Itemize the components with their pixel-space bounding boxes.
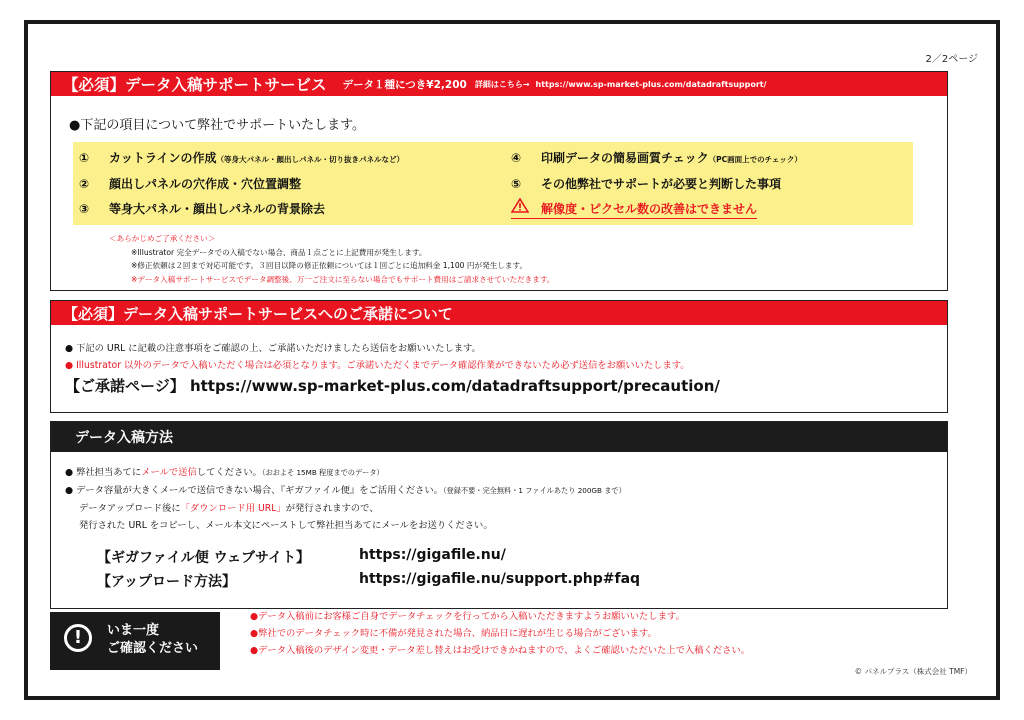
note-line: ※修正依頼は２回まで対応可能です。３回目以降の修正依頼については１回ごとに追加料金 1,100 円が発生します。 [131,261,528,270]
upload-method-label: 【アップロード方法】 [97,574,237,590]
copyright: © パネルプラス（株式会社 TMF） [854,667,972,676]
support-service-price: データ１種につき¥2,200 [342,78,467,91]
gigafile-site-link[interactable]: https://gigafile.nu/ [359,547,506,563]
upload-method-link[interactable]: https://gigafile.nu/support.php#faq [359,571,641,587]
caution-notes [250,608,750,659]
method-line: データアップロード後に「ダウンロード用 URL」が発行されますので、 [79,503,379,514]
support-notes [109,232,554,286]
support-item: ④ 印刷データの簡易画質チェック（PC画面上でのチェック） [511,151,802,165]
support-item: ② 顔出しパネルの穴作成・穴位置調整 [79,177,302,191]
note-line: ※データ入稿サポートサービスでデータ調整後、万一ご注文に至らない場合でもサポート費用はご請求させていただきます。 [131,274,555,284]
resolution-warning: 解像度・ピクセル数の改善はできません [511,198,757,219]
support-item: ⑤ その他弊社でサポートが必要と判断した事項 [511,177,782,191]
submission-method-section [50,421,948,609]
notes-heading: ＜あらかじめご了承ください＞ [109,234,216,243]
method-line: ● 弊社担当あてにメールで送信してください。（おおよそ 15MB 程度までのデータ） [65,467,384,478]
consent-page-link[interactable] [65,375,720,396]
caution-title: いま一度 ご確認ください [107,623,199,656]
exclamation-icon: ! [64,624,92,652]
support-service-header [51,72,947,96]
details-link[interactable]: https://www.sp-market-plus.com/datadraftsupport/ [535,79,767,89]
consent-line-required: ● Illustrator 以外のデータで入稿いただく場合は必須となります。ご承諾いただくまでデータ確認作業ができないため必ず送信をお願いいたします。 [65,360,690,371]
consent-link-label: 【ご承諾ページ】 [65,377,185,395]
page-number: 2／2ページ [925,54,978,65]
method-line: 発行された URL をコピーし、メール本文にペーストして弊社担当あてにメールをお送りください。 [79,520,493,531]
support-item: ① カットラインの作成（等身大パネル・顔出しパネル・切り抜きパネルなど） [79,151,405,165]
consent-line: ● 下記の URL に記載の注意事項をご確認の上、ご承諾いただけましたら送信をお願いいたします。 [65,343,481,354]
caution-note: ●弊社でのデータチェック時に不備が発見された場合、納品日に遅れが生じる場合がございます。 [250,628,657,639]
consent-header: 【必須】データ入稿サポートサービスへのご承諾について [51,301,947,325]
gigafile-site-label: 【ギガファイル便 ウェブサイト】 [97,550,311,566]
consent-link-url[interactable]: https://www.sp-market-plus.com/datadraftsupport/precaution/ [189,377,720,395]
method-line: ● データ容量が大きくメールで送信できない場合、『ギガファイル便』をご活用ください。（登録不要・完全無料・1 ファイルあたり 200GB まで） [65,485,626,496]
details-label: 詳細はこちら→ [474,79,530,89]
support-intro: ●下記の項目について弊社でサポートいたします。 [69,118,366,133]
submission-method-header: データ入稿方法 [51,422,947,452]
support-service-section [50,71,948,291]
caution-note: ●データ入稿後のデザイン変更・データ差し替えはお受けできかねますので、よくご確認いただいた上で入稿ください。 [250,645,751,656]
support-items-box [73,142,913,225]
note-line: ※Illustrator 完全データでの入稿でない場合、商品１点ごとに上記費用が発生します。 [131,247,427,257]
support-item: ③ 等身大パネル・顔出しパネルの背景除去 [79,202,326,216]
warning-triangle-icon [511,198,541,216]
caution-box [50,612,220,670]
consent-section [50,300,948,413]
caution-note: ●データ入稿前にお客様ご自身でデータチェックを行ってから入稿いただきますようお願いいたします。 [250,611,685,622]
support-service-title: 【必須】データ入稿サポートサービス [63,76,327,94]
